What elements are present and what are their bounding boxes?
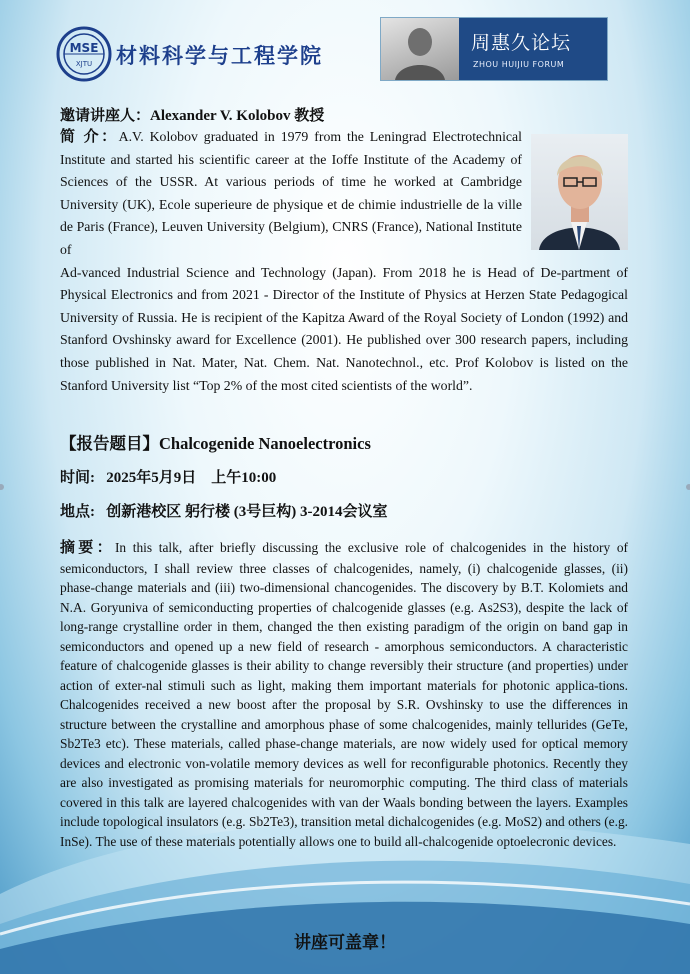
talk-title: Chalcogenide Nanoelectronics — [159, 434, 371, 453]
forum-subtitle: ZHOU HUIJIU FORUM — [473, 60, 565, 69]
logo-text: MSE — [69, 41, 99, 55]
place-value: 创新港校区 躬行楼 (3号巨构) 3-2014会议室 — [106, 504, 388, 520]
abstract-label: 摘要： — [60, 540, 115, 556]
time-value: 2025年5月9日 上午10:00 — [106, 470, 277, 486]
right-edge-dot — [686, 484, 690, 490]
left-edge-dot — [0, 484, 4, 490]
speaker-title: 教授 — [294, 108, 325, 124]
stamp-note: 讲座可盖章！ — [294, 933, 396, 953]
logo-subtext: XJTU — [75, 60, 93, 68]
speaker-label: 邀请讲座人： — [60, 108, 151, 124]
mse-logo-icon — [56, 26, 112, 82]
forum-banner — [380, 17, 608, 81]
forum-name: 周惠久论坛 — [471, 32, 572, 54]
abstract-section — [60, 538, 628, 851]
forum-portrait-image — [381, 18, 459, 80]
place-label: 地点: — [60, 504, 95, 520]
talk-title-line — [60, 430, 371, 454]
time-label: 时间: — [60, 470, 95, 486]
abstract-text: In this talk, after briefly discussing the exclusive role of chalcogenides in the history of semiconductors, I shall review three classes of chalcogenides, namely, (i) chalcogenide glasses, (ii) phase-change materials and (iii) two-dimensional chancogenides. The discovery by B.T. Kolomiets and N.A. Goryuniva of semiconducting properties of chalcogenide glasses (e.g. As2S3), despite the lack of long-range crystalline order in them, changed the then existing paradigm of the origin on band gap in semiconductors and opened up a new field of research - amorphous semiconductors. A characteristic feature of chalcogenide glasses is their ability to change reversibly their structure (and properties) under action of exter-nal stimuli such as light, making them important materials for photonic applica-tions. Chalcogenides received a new boost after the proposal by S.R. Ovshinsky to use the differences in structure between the crystalline and amorphous phase of some chalcogenides, mainly tellurides (GeTe, Sb2Te3 etc). These materials, called phase-change materials, are now widely used for optical memory devices and electronic von-volatile memory devices as well for reconfigurable photonics. Recently they are also investigated as promising materials for neuromorphic computing. The third class of materials covered in this talk are layered chalcogenides with van der Waals bonding between the layers. Examples include topological insulators (e.g. Sb2Te3), transition metal dichalcogenides (e.g. MoS2) and others (e.g. InSe). The use of these materials potentially allows one to build all-chalcogenide optoelecronic devices. — [60, 540, 628, 849]
time-line — [60, 466, 276, 487]
place-line — [60, 500, 388, 521]
bio-section — [60, 126, 628, 397]
header — [0, 0, 690, 90]
bio-text-first: A.V. Kolobov graduated in 1979 from the Leningrad Electrotechnical Institute and started his scientific career at the Ioffe Institute of the Academy of Sciences of the USSR. At various periods of time he worked at Cambridge University (UK), Ecole superieure de physique et de chimie industrielle de la ville de Paris (France), Leuven University (Belgium), CNRS (France), National Institute of — [60, 129, 522, 257]
school-name: 材料科学与工程学院 — [116, 43, 323, 68]
talk-label: 【报告题目】 — [60, 434, 159, 453]
bio-text-rest: Ad-vanced Industrial Science and Technology (Japan). From 2018 he is Head of De-partment of Physical Electronics and from 2021 - Director of the Institute of Physics at Herzen State Pedagogical University of Russia. He is recipient of the Kapitza Award of the Royal Society of London (1992) and Stanford Ovshinsky award for Excellence (2001). He published over 300 research papers, including those published in Nat. Mater, Nat. Chem. Nat. Nanotechnol., etc. Prof Kolobov is listed on the Stanford University list “Top 2% of the most cited scientists of the world”. — [60, 264, 628, 393]
speaker-name: Alexander V. Kolobov — [150, 108, 291, 124]
speaker-line — [60, 104, 324, 125]
bio-label: 简 介： — [60, 129, 119, 145]
